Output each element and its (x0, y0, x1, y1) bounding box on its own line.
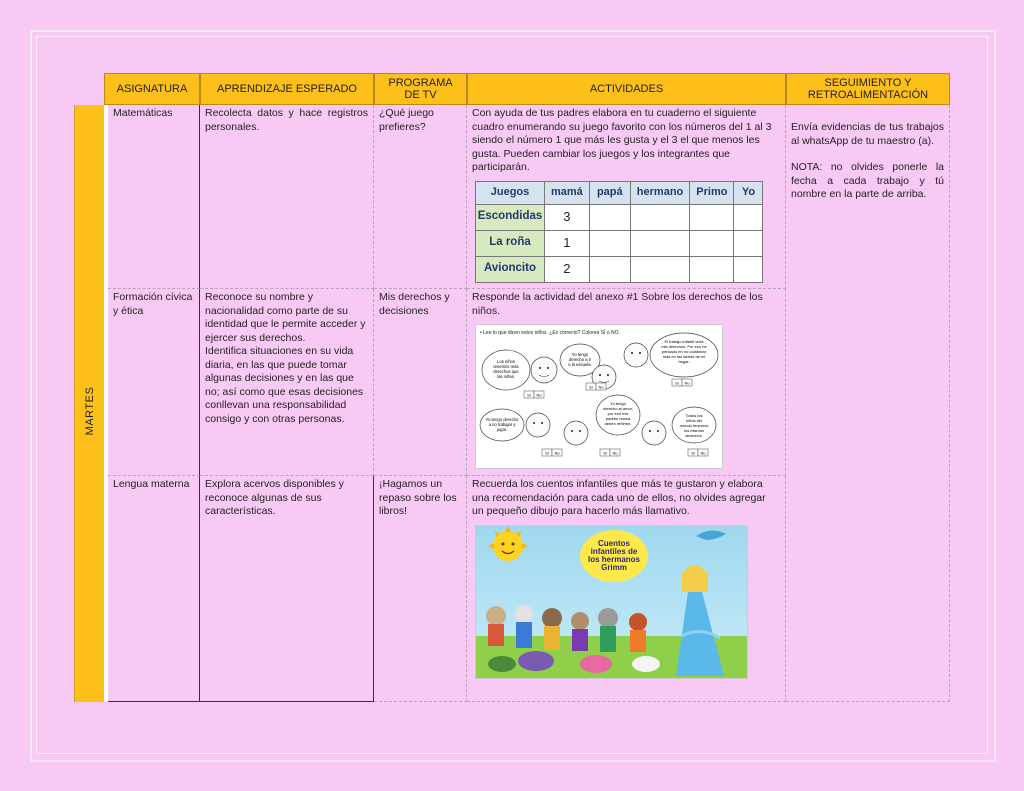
games-header-cell: Primo (690, 181, 734, 204)
seguimiento-cell (786, 105, 950, 702)
svg-text:No: No (612, 450, 618, 456)
game-value (589, 256, 630, 282)
row3-aprendizaje: Explora acervos disponibles y reconoce algunas de sus características. (200, 476, 374, 702)
games-header-cell: hermano (630, 181, 689, 204)
game-value (734, 204, 763, 230)
book-title: Cuentos infantiles de los hermanos Grimm (587, 538, 641, 572)
bubble-5: Yo tengo derecho al amor, por eso mis padres nunca deben reñirme. (603, 401, 633, 426)
games-table-header (476, 181, 763, 204)
svg-text:No: No (536, 392, 542, 398)
row2-actividad-text: Responde la actividad del anexo #1 Sobre los derechos de los niños. (472, 291, 763, 317)
day-column (74, 105, 104, 702)
header-actividades: ACTIVIDADES (467, 73, 786, 105)
bubble-3: El trabajo infantil viola mis derechos. Por eso he pensado en no colaborar más en las tareas de mi hogar. (661, 339, 707, 364)
row2-programa: Mis derechos y decisiones (374, 289, 467, 476)
row2-actividad (467, 289, 786, 476)
row1-actividad-text: Con ayuda de tus padres elabora en tu cuaderno el siguiente cuadro enumerando su juego favorito con los números del 1 al 3 siendo el número 1 que más les gusta y el 3 el que menos les gusta. Pueden cambiar los juegos y los integrantes que participarán. (472, 107, 772, 173)
game-value (630, 204, 689, 230)
game-value (690, 230, 734, 256)
game-value (734, 256, 763, 282)
si-no-group (688, 449, 708, 456)
game-value: 3 (545, 204, 590, 230)
grimm-tales-image (475, 525, 748, 679)
header-programa: PROGRAMA DE TV (374, 73, 467, 105)
game-name: Escondidas (476, 204, 545, 230)
seguimiento-note: NOTA: no olvides ponerle la fecha a cada trabajo y tú nombre en la parte de arriba. (791, 161, 944, 200)
games-table-row (476, 204, 763, 230)
svg-text:Sí: Sí (675, 380, 679, 386)
game-value: 1 (545, 230, 590, 256)
seguimiento-text: Envía evidencias de tus trabajos al whatsApp de tu maestro (a). (791, 121, 944, 147)
svg-text:No: No (598, 384, 604, 390)
si-no-group (672, 379, 692, 386)
game-name: Avioncito (476, 256, 545, 282)
si-no-group (600, 449, 620, 456)
worksheet-instruction: • Lee lo que dicen estos niños. ¿Es correcto? Colorea SÍ o NO. (480, 330, 620, 336)
game-value (690, 204, 734, 230)
row3-actividad-text: Recuerda los cuentos infantiles que más te gustaron y elabora una recomendación para cada uno de ellos, no olvides agregar un pequeño dibujo para hacerlo más llamativo. (472, 478, 766, 517)
row1-aprendizaje: Recolecta datos y hace registros personales. (200, 105, 374, 289)
game-value (630, 230, 689, 256)
game-value: 2 (545, 256, 590, 282)
row3-asignatura: Lengua materna (108, 476, 200, 702)
row2-aprendizaje: Reconoce su nombre y nacionalidad como parte de su identidad que le permite acceder y ejercer sus derechos. Identifica situaciones en su vida diaria, en las que puede tomar algunas decisiones y en las que no; así como que esas decisiones conllevan una responsabilidad consigo y con otras personas. (200, 289, 374, 476)
row1-asignatura: Matemáticas (108, 105, 200, 289)
game-value (589, 230, 630, 256)
svg-text:Sí: Sí (603, 450, 607, 456)
svg-text:Sí: Sí (527, 392, 531, 398)
games-header-cell: Juegos (476, 181, 545, 204)
games-header-cell: papá (589, 181, 630, 204)
row1-actividad (467, 105, 786, 289)
header-asignatura: ASIGNATURA (104, 73, 200, 105)
svg-text:No: No (554, 450, 560, 456)
day-label: MARTES (84, 386, 96, 436)
svg-text:No: No (684, 380, 690, 386)
game-value (734, 230, 763, 256)
games-header-cell: Yo (734, 181, 763, 204)
svg-text:No: No (700, 450, 706, 456)
bubble-4: Yo tengo derecho a no trabajar y jugar. (485, 417, 519, 432)
game-name: La roña (476, 230, 545, 256)
game-value (589, 204, 630, 230)
game-value (690, 256, 734, 282)
games-table-row (476, 256, 763, 282)
header-seguimiento: SEGUIMIENTO Y RETROALIMENTACIÓN (786, 73, 950, 105)
game-value (630, 256, 689, 282)
header-aprendizaje: APRENDIZAJE ESPERADO (200, 73, 374, 105)
row1-programa: ¿Qué juego prefieres? (374, 105, 467, 289)
svg-text:Sí: Sí (545, 450, 549, 456)
bubble-2: Yo tengo derecho a ir a la escuela. (568, 352, 592, 367)
bubble-6: Todos los niños del mundo tenemos los mismos derechos. (679, 413, 709, 438)
si-no-group (586, 383, 606, 390)
games-table-row (476, 230, 763, 256)
rights-worksheet-image (475, 324, 723, 469)
svg-text:Sí: Sí (589, 384, 593, 390)
row3-programa: ¡Hagamos un repaso sobre los libros! (374, 476, 467, 702)
row2-asignatura: Formación cívica y ética (108, 289, 200, 476)
row3-actividad (467, 476, 786, 702)
bubble-1: Los niños tenemos más derechos que las niñas. (493, 359, 519, 379)
si-no-group (542, 449, 562, 456)
svg-text:Sí: Sí (691, 450, 695, 456)
games-header-cell: mamá (545, 181, 590, 204)
si-no-group (524, 391, 544, 398)
games-table (475, 181, 763, 283)
